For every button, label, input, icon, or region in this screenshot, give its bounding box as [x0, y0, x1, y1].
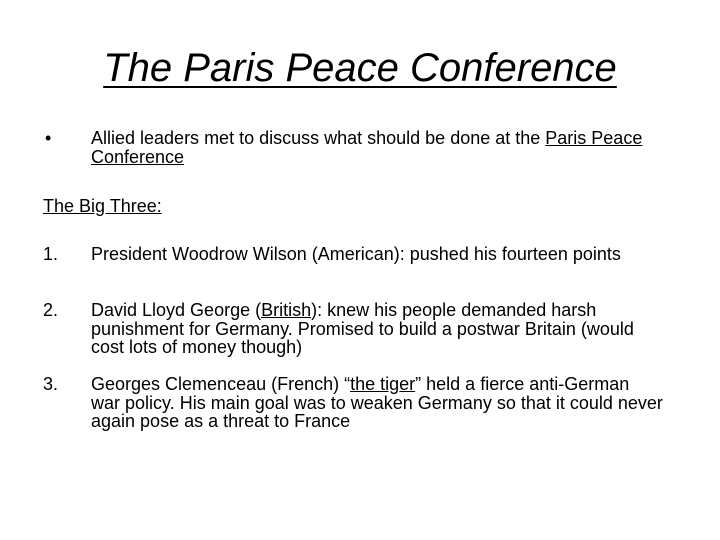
british-link[interactable]: British — [261, 300, 312, 320]
paris-peace-conference-link[interactable]: Paris Peace Conference — [91, 128, 643, 167]
list-item-text — [91, 301, 663, 357]
slide-title: The Paris Peace Conference — [103, 46, 617, 90]
list-number: 1. — [43, 244, 59, 264]
big-three-heading: The Big Three: — [43, 196, 162, 216]
list-item-text-before: David Lloyd George ( — [91, 300, 262, 320]
intro-text-before: Allied leaders met to discuss what should be done at the — [91, 128, 546, 148]
bullet-marker: • — [45, 128, 52, 148]
intro-text — [91, 129, 651, 166]
list-item-text: President Woodrow Wilson (American): pushed his fourteen points — [91, 244, 621, 264]
list-number: 2. — [43, 300, 59, 320]
list-item-text — [91, 375, 663, 431]
list-number: 3. — [43, 374, 59, 394]
list-item-text-after: ): knew his people demanded harsh punishment for Germany. Promised to build a postwar Britain (would cost lots of money though) — [91, 300, 634, 357]
the-tiger-link[interactable]: the tiger — [350, 374, 416, 394]
list-item-text-before: Georges Clemenceau (French) “ — [91, 374, 351, 394]
list-item-text-after: ” held a fierce anti-German war policy. His main goal was to weaken Germany so that it could never again pose as a threat to France — [91, 374, 663, 431]
